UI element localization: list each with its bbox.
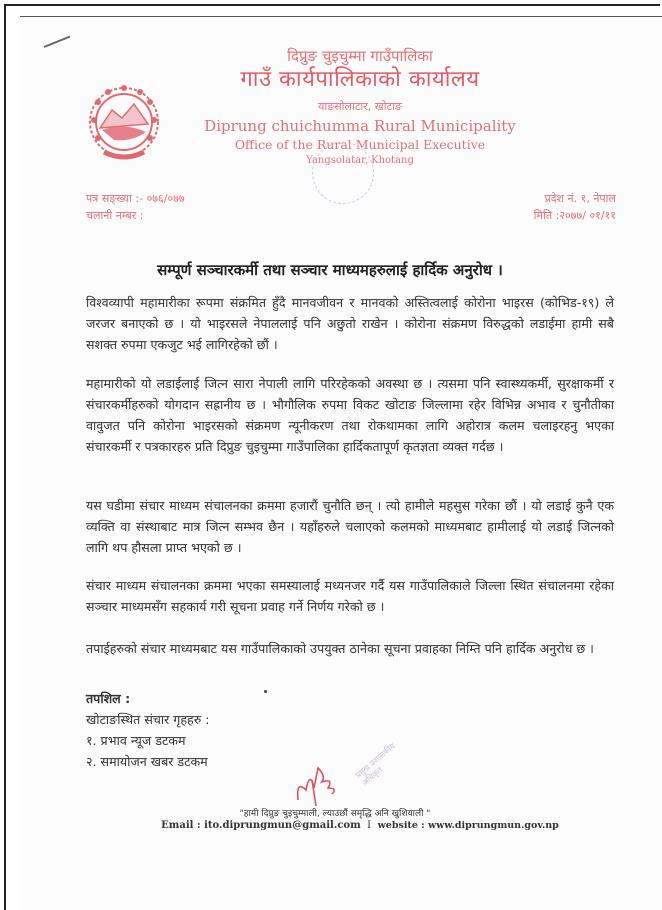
- subject-heading: सम्पूर्ण सञ्चारकर्मी तथा सञ्चार माध्यमहरुलाई हार्दिक अनुरोध ।: [157, 261, 503, 279]
- footer-separator: I: [367, 820, 372, 831]
- cc-list: [86, 688, 210, 772]
- office-name-np: गाउँ कार्यपालिकाको कार्यालय: [240, 67, 480, 92]
- body-paragraph: महामारीको यो लडाईलाई जित्न सारा नेपाली लागि परिरहेकको अवस्था छ । त्यसमा पनि स्वास्थ्यकर्मी, सुरक्षाकर्मी र संचारकर्मीहरुको योगदान सह्रानीय छ । भौगौलिक रुपमा विकट खोटाङ जिल्लामा रहेर विभिन्न अभाव र चुनौतीका वावुजत पनि कोरोना भाइरसको संक्रमण न्यूनीकरण तथा रोकथामका लागि अहोरात्र कलम चलाइरहनु भएका संचारकर्मी र पत्रकारहरु प्रति दिप्रुङ चुइचुम्मा गाउँपालिका हार्दिकतापूर्ण कृतज्ञता व्यक्त गर्दछ ।: [86, 376, 614, 454]
- body-paragraph: संचार माध्यम संचालनका क्रममा भएका समस्यालाई मध्यनजर गर्दै यस गाउँपालिकाले जिल्ला स्थित संचालनमा रहेका सञ्चार माध्यमसँग सहकार्य गरी सूचना प्रवाह गर्ने निर्णय गरेको छ ।: [86, 578, 614, 614]
- body-paragraph: तपाईहरुको संचार माध्यमबाट यस गाउँपालिकाको उपयुक्त ठानेका सूचना प्रवाहका निम्ति पनि हार्दिक अनुरोध छ ।: [86, 641, 594, 656]
- dispatch-number: चलानी नम्बर :: [86, 209, 144, 222]
- municipality-name-np: दिप्रुङ चुइचुम्मा गाउँपालिका: [287, 47, 433, 65]
- signature-icon: [292, 760, 344, 808]
- cc-title: तपशिल :: [86, 691, 131, 706]
- reference-left: [86, 190, 185, 224]
- body-paragraph: विश्वव्यापी महामारीका रूपमा संक्रमित हुँदै मानवजीवन र मानवको अस्तित्वलाई कोरोना भाइरस (कोभिड-१९) ले जरजर बनाएको छ । यो भाइरसले नेपाललाई पनि अछुतो राखेन । कोरोना संक्रमण विरुद्धको लडाईमा हामी सबै सशक्त रुपमा एकजुट भई लागिरहेको छौं ।: [86, 295, 614, 352]
- body-paragraph: यस घडीमा संचार माध्यम संचालनका क्रममा हजारौं चुनौति छन् । त्यो हामीले महसुस गरेका छौं । यो लडाई कुनै एक व्यक्ति वा संस्थाबाट मात्र जित्न सम्भव छैन । यहाँहरुले चलाएको कलमको माध्यमबाट हामीलाई यो लडाई जित्नको लागि थप हौसला प्राप्त भएको छ ।: [86, 498, 614, 555]
- email-link[interactable]: Email : ito.diprungmun@gmail.com: [161, 820, 361, 831]
- cc-item: १. प्रभाव न्यूज डटकम: [86, 733, 186, 748]
- address-np: याङसोलाटार, खोटाङ: [318, 100, 402, 113]
- cc-item: २. समायोजन खबर डटकम: [86, 754, 208, 769]
- office-name-en: Office of the Rural Municipal Executive: [234, 137, 486, 152]
- footer-motto: "हामी दिप्रुङ चुइचुम्माली, ल्याउछौं समृद्धि अनि खुशियाली ": [239, 809, 431, 819]
- website-link[interactable]: website : www.diprungmun.gov.np: [377, 820, 559, 831]
- province: प्रदेश नं. १, नेपाल: [544, 192, 616, 205]
- officer-seal: प्रमुख प्रशासकीय अधिकृत: [353, 741, 397, 788]
- reference-right: [534, 190, 616, 224]
- address-en: Yangsolatar, Khotang: [306, 155, 414, 166]
- letter-date: मिति :२०७७/ ०१/११: [533, 209, 616, 222]
- office-stamp: [312, 142, 374, 204]
- cc-subtitle: खोटाङस्थित संचार गृहहरु :: [86, 712, 210, 727]
- ink-speck: [264, 690, 267, 693]
- footer-contacts: [80, 820, 640, 831]
- nepal-emblem-icon: [82, 78, 166, 170]
- letter-number: पत्र सङ्ख्या :- ०७६/०७७: [86, 192, 185, 205]
- municipality-name-en: Diprung chuichumma Rural Municipality: [204, 117, 516, 135]
